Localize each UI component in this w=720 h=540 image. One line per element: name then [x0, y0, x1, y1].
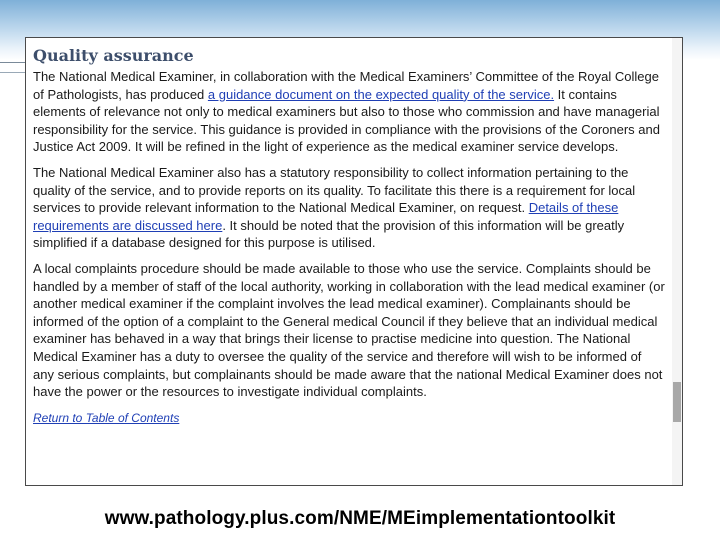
paragraph-complaints: A local complaints procedure should be made available to those who use the service. Complaints should be handled by a member of staff of the local authority, working in collaboration with the lead medical examiner (or another medical examiner if the complaint involves the lead medical examiner). Complainants should be informed of the option of a complaint to the General medical Council if they believe that an individual medical examiner has behaved in a way that brings their license to practise medicine into question. The National Medical Examiner has a duty to oversee the quality of the service and therefore will wish to be informed of any serious complaints, but complainants should be made aware that the national Medical Examiner does not have the power or the resources to investigate individual complaints. [33, 260, 665, 400]
footer-url: www.pathology.plus.com/NME/MEimplementationtoolkit [104, 508, 616, 529]
paragraph-text: . It should be noted that the provision of this information will be greatly simplified if a database designed for this purpose is utilised. [33, 217, 625, 251]
paragraph-text: It contains elements of relevance not only to medical examiners but also to those who commission and have managerial responsibility for the service. This guidance is provided in compliance with the provisions of the Coroners and Justice Act 2009. It will be refined in the light of experience as the medical examiner service develops. [33, 86, 660, 155]
scrollbar[interactable] [672, 38, 682, 485]
return-to-toc-link[interactable]: Return to Table of Contents [33, 410, 180, 425]
document-content [33, 46, 665, 427]
paragraph-statutory [33, 164, 665, 252]
requirements-details-link[interactable]: Details of these requirements are discussed here [33, 200, 619, 233]
guidance-document-link[interactable]: a guidance document on the expected quality of the service. [207, 86, 555, 102]
section-heading: Quality assurance [33, 46, 194, 65]
paragraph-text: The National Medical Examiner, in collaboration with the Medical Examiners’ Committee of the Royal College of Pathologists, has produced [33, 69, 659, 102]
scrollbar-thumb[interactable] [673, 382, 681, 422]
paragraph-guidance [33, 68, 665, 156]
document-panel [25, 37, 683, 486]
paragraph-text: The National Medical Examiner also has a statutory responsibility to collect information pertaining to the quality of the service, and to provide reports on its quality. To facilitate this there is a requirement for local services to provide relevant information to the National Medical Examiner, on request. [33, 164, 636, 216]
